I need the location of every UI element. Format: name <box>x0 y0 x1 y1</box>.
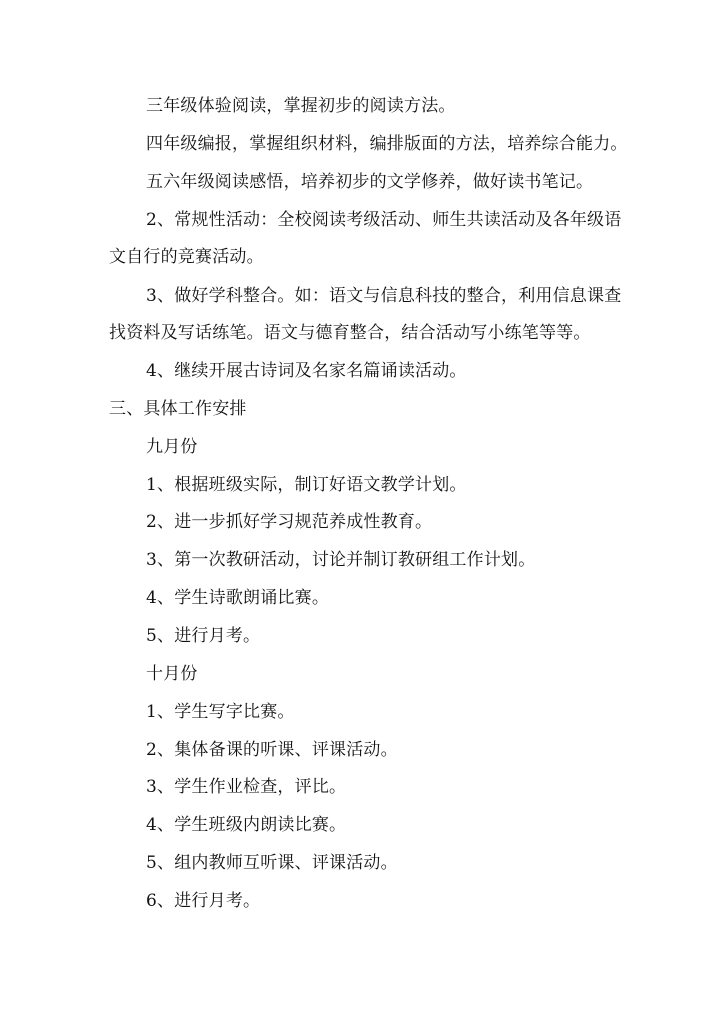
text-line-subject-integration-cont: 找资料及写话练笔。语文与德育整合，结合活动写小练笔等等。 <box>109 323 591 343</box>
list-item-sep-3: 3、第一次教研活动，讨论并制订教研组工作计划。 <box>146 550 536 570</box>
section-heading-work-plan: 三、具体工作安排 <box>109 399 247 419</box>
text-line-routine-activities: 2、常规性活动：全校阅读考级活动、师生共读活动及各年级语 <box>146 210 622 230</box>
text-line-poetry-recitation: 4、继续开展古诗词及名家名篇诵读活动。 <box>146 361 467 381</box>
list-item-sep-2: 2、进一步抓好学习规范养成性教育。 <box>146 512 433 532</box>
month-heading-october: 十月份 <box>146 664 198 684</box>
list-item-sep-5: 5、进行月考。 <box>146 626 261 646</box>
list-item-sep-1: 1、根据班级实际，制订好语文教学计划。 <box>146 475 467 495</box>
list-item-oct-3: 3、学生作业检查，评比。 <box>146 777 347 797</box>
list-item-oct-6: 6、进行月考。 <box>146 891 261 911</box>
month-heading-september: 九月份 <box>146 437 198 457</box>
text-line-grade56-reading: 五六年级阅读感悟，培养初步的文学修养，做好读书笔记。 <box>146 172 594 192</box>
text-line-subject-integration: 3、做好学科整合。如：语文与信息科技的整合，利用信息课查 <box>146 286 622 306</box>
list-item-oct-5: 5、组内教师互听课、评课活动。 <box>146 853 398 873</box>
text-line-grade3-reading: 三年级体验阅读，掌握初步的阅读方法。 <box>146 96 456 116</box>
text-line-grade4-newspaper: 四年级编报，掌握组织材料，编排版面的方法，培养综合能力。 <box>146 134 628 154</box>
list-item-oct-2: 2、集体备课的听课、评课活动。 <box>146 740 398 760</box>
list-item-oct-1: 1、学生写字比赛。 <box>146 702 295 722</box>
list-item-sep-4: 4、学生诗歌朗诵比赛。 <box>146 588 330 608</box>
list-item-oct-4: 4、学生班级内朗读比赛。 <box>146 815 347 835</box>
text-line-routine-activities-cont: 文自行的竞赛活动。 <box>109 247 264 267</box>
